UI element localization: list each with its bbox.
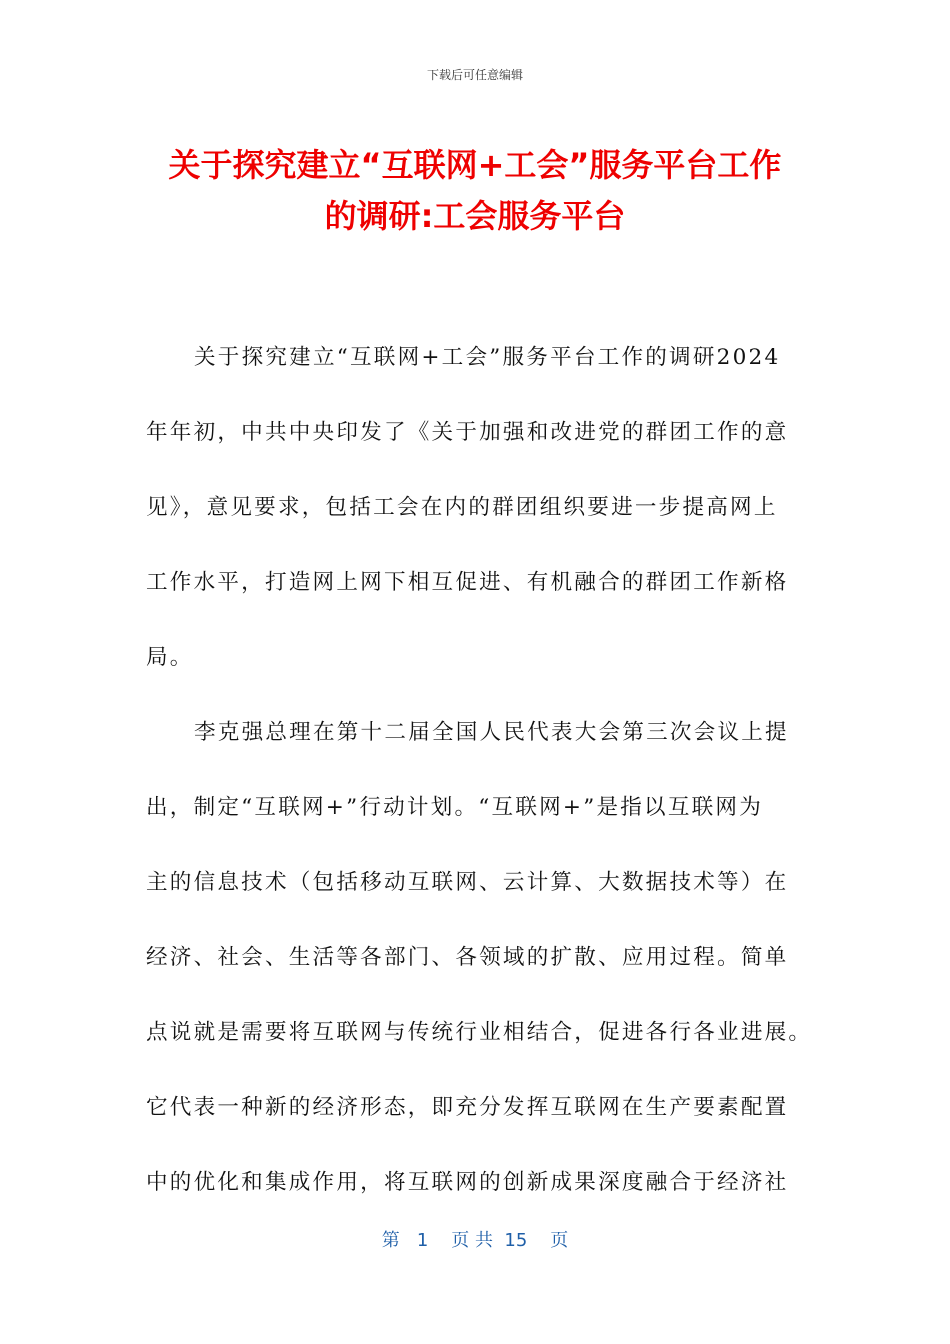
paragraph-line: 点说就是需要将互联网与传统行业相结合，促进各行各业进展。 <box>146 1020 813 1045</box>
paragraph-line: 出，制定“互联网+”行动计划。“互联网+”是指以互联网为 <box>146 795 764 820</box>
title-line: 关于探究建立“互联网+工会”服务平台工作 <box>168 146 782 184</box>
paragraph-line: 主的信息技术（包括移动互联网、云计算、大数据技术等）在 <box>146 870 789 895</box>
paragraph-line: 它代表一种新的经济形态，即充分发挥互联网在生产要素配置 <box>146 1095 789 1120</box>
paragraph <box>146 320 811 695</box>
header-note: 下载后可任意编辑 <box>426 68 523 82</box>
paragraph-line: 见》，意见要求，包括工会在内的群团组织要进一步提高网上 <box>146 495 778 520</box>
page-footer: 第 1 页 共 15 页 <box>381 1230 569 1251</box>
paragraph-line: 关于探究建立“互联网+工会”服务平台工作的调研2024 <box>194 345 781 370</box>
paragraph-line: 中的优化和集成作用，将互联网的创新成果深度融合于经济社 <box>146 1170 789 1195</box>
document-title <box>100 140 850 242</box>
paragraph-line: 李克强总理在第十二届全国人民代表大会第三次会议上提 <box>194 720 789 745</box>
document-body <box>146 320 811 1220</box>
paragraph <box>146 695 811 1220</box>
paragraph-line: 年年初，中共中央印发了《关于加强和改进党的群团工作的意 <box>146 420 789 445</box>
paragraph-line: 经济、社会、生活等各部门、各领域的扩散、应用过程。简单 <box>146 945 789 970</box>
paragraph-line: 工作水平，打造网上网下相互促进、有机融合的群团工作新格 <box>146 570 789 595</box>
paragraph-line: 局。 <box>146 645 194 670</box>
title-line: 的调研:工会服务平台 <box>324 197 626 235</box>
